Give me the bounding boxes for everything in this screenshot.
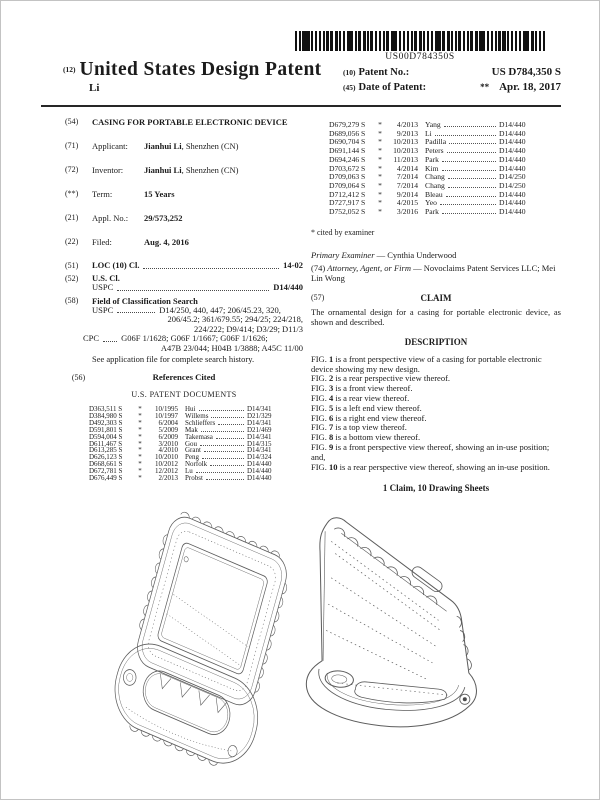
references-table-left [89,406,289,482]
date-stars: ** [480,82,490,92]
term-row: (**) Term: 15 Years [65,189,303,199]
figure-description-line: FIG. 5 is a left end view thereof. [311,402,422,413]
term-value: 15 Years [144,189,175,199]
references-cited-heading: (56) References Cited [71,372,216,382]
application-number: 29/573,252 [144,213,183,223]
inventor-surname: Li [89,82,100,94]
patent-date: Apr. 18, 2017 [499,81,561,93]
table-row: D679,279 S * 4/2013 Yang D14/440 [329,120,526,129]
drawing-rear-perspective-view [296,511,500,759]
description-heading: DESCRIPTION [404,336,468,347]
filed-date: Aug. 4, 2016 [144,237,189,247]
table-row: D703,672 S * 4/2014 Kim D14/440 [329,163,526,173]
us-patent-documents-heading: U.S. PATENT DOCUMENTS [131,390,237,399]
uspc-row: USPC D14/440 [92,282,303,292]
filed-row: (22) Filed: Aug. 4, 2016 [65,237,303,247]
table-row: D384,980 S * 10/1997 Willems D21/329 [89,411,272,420]
table-row: D752,052 S * 3/2016 Park D14/440 [329,207,526,217]
claim-heading: (57) CLAIM [311,292,452,303]
invention-title-row: (54) CASING FOR PORTABLE ELECTRONIC DEVICE [65,117,303,128]
attorney-name: Novoclaims Patent Services LLC; Mei Lin Wong [311,262,556,283]
figure-description-line: FIG. 1 is a front perspective view of a casing for portable electronic device showing my new design. [311,353,542,374]
examiner-name: Cynthia Underwood [387,249,457,260]
table-row: D727,917 S * 4/2015 Yeo D14/440 [329,198,526,208]
patent-date-row: (45) Date of Patent: ** Apr. 18, 2017 [343,81,561,93]
table-row: D676,449 S * 2/2013 Probst D14/440 [89,474,272,483]
figure-description-line: FIG. 8 is a bottom view thereof. [311,432,421,443]
figure-description-line: FIG. 9 is a front perspective view thereof, showing an in-use position; and, [311,441,550,462]
references-table-right [329,121,541,217]
barcode-image [295,31,545,51]
applicant-row: (71) Applicant: Jianhui Li, Shenzhen (CN) [65,141,303,151]
header-divider [41,105,561,107]
claims-sheets-note: 1 Claim, 10 Drawing Sheets [382,483,490,494]
table-row: D691,144 S * 10/2013 Peters D14/440 [329,146,526,156]
table-row: D363,511 S * 10/1995 Hui D14/341 [89,405,272,413]
figure-description-line: FIG. 6 is a right end view thereof. [311,412,427,423]
drawing-front-perspective-view [105,497,303,775]
table-row: D672,781 S * 12/2012 Lu D14/440 [89,467,272,476]
table-row: D668,661 S * 10/2012 Norfolk D14/440 [89,460,272,469]
table-row: D613,285 S * 4/2010 Grant D14/341 [89,446,272,455]
barcode-block [294,31,546,62]
inventor-row: (72) Inventor: Jianhui Li, Shenzhen (CN) [65,165,303,175]
table-row: D594,004 S * 6/2009 Takemasa D14/341 [89,432,272,441]
table-row: D626,123 S * 10/2010 Peng D14/324 [89,453,272,462]
cited-by-examiner-note: * cited by examiner [311,227,375,237]
page-title: United States Design Patent [79,59,322,80]
attorney-line: (74) Attorney, Agent, or Firm — Novoclaims Patent Services LLC; Mei Lin Wong [311,262,556,283]
table-row: D611,467 S * 3/2010 Gou D14/315 [89,439,272,448]
figure-descriptions [311,355,561,473]
figure-description-line: FIG. 4 is a rear view thereof. [311,392,410,403]
applicant-value: Jianhui Li, Shenzhen (CN) [144,141,239,151]
right-column [311,117,561,493]
loc-class-row: (51) LOC (10) Cl. 14-02 [65,260,303,270]
figure-description-line: FIG. 3 is a front view thereof. [311,383,413,394]
application-number-row: (21) Appl. No.: 29/573,252 [65,213,303,223]
left-column [65,117,303,482]
claim-text: The ornamental design for a casing for portable electronic device, as shown and described. [311,306,561,327]
us-class-row: (52) U.S. Cl. [65,272,120,283]
search-history-note: See application file for complete search history. [92,354,255,364]
inventor-value: Jianhui Li, Shenzhen (CN) [144,165,239,175]
table-row: D690,704 S * 10/2013 Padilla D14/440 [329,137,526,147]
figure-description-line: FIG. 10 is a rear perspective view thereof, showing an in-use position. [311,461,550,472]
patent-number-row: (10) Patent No.: US D784,350 S [343,66,561,78]
table-row: D694,246 S * 11/2013 Park D14/440 [329,154,526,164]
table-row: D709,063 S * 7/2014 Chang D14/250 [329,172,526,182]
table-row: D712,412 S * 9/2014 Bleau D14/440 [329,189,526,199]
barcode-number: US00D784350S [385,52,455,62]
invention-title: CASING FOR PORTABLE ELECTRONIC DEVICE [92,117,288,127]
primary-examiner-line: Primary Examiner — Cynthia Underwood [311,249,457,260]
patent-number: US D784,350 S [491,66,561,78]
table-row: D689,056 S * 9/2013 Li D14/440 [329,128,526,138]
table-row: D709,064 S * 7/2014 Chang D14/250 [329,180,526,190]
figure-description-line: FIG. 7 is a top view thereof. [311,422,407,433]
uspc-value: D14/440 [273,282,303,292]
figure-description-line: FIG. 2 is a rear perspective view thereof. [311,373,451,384]
field-of-search-section: (58) Field of Classification Search USPC D14/250, 440, 447; 206/45.23, 320, 206/45.2; 361/679.55; 294/25; 224/218, 224/222; D9/414; D3/29; D11/3 CPC G06F 1/1628; G06F 1/1667; G06F 1/1626; A47B 23/044; H04B 1/3888; A45C 11/00 See application file for complete search history. [65,295,303,364]
kind-code-number: (12) [63,65,76,74]
table-row: D591,801 S * 5/2009 Mak D21/469 [89,425,272,434]
table-row: D492,303 S * 6/2004 Schlieffers D14/341 [89,418,272,427]
loc-class-value: 14-02 [283,260,303,270]
